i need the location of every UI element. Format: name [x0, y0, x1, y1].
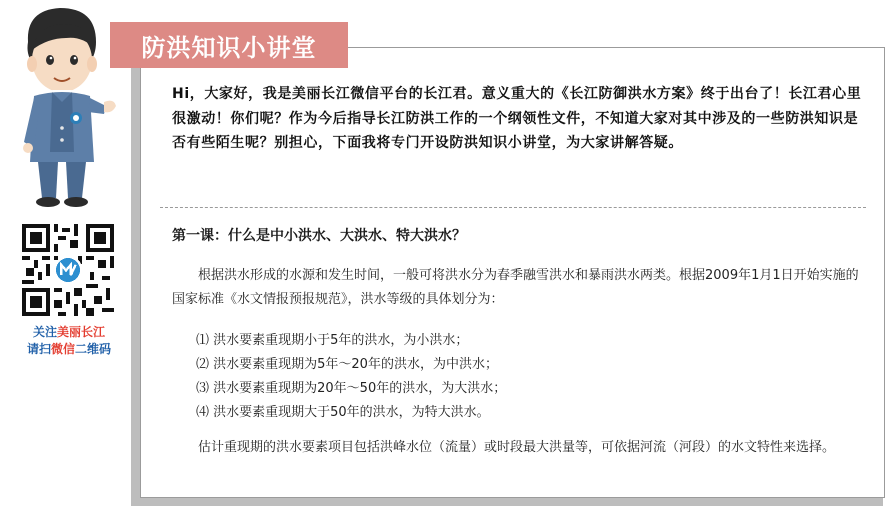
title-badge [110, 22, 348, 68]
qr-code-icon [22, 224, 114, 316]
mascot-illustration [8, 2, 120, 214]
page-title: 防洪知识小讲堂 [141, 33, 317, 62]
flood-level-list [196, 329, 836, 425]
qr-caption-prefix: 关注 [32, 325, 57, 339]
qr-caption-line1 [6, 324, 132, 341]
list-item: ⑴ 洪水要素重现期小于5年的洪水，为小洪水； [196, 333, 469, 348]
dashed-divider [160, 207, 866, 208]
lesson-title: 第一课：什么是中小洪水、大洪水、特大洪水？ [172, 228, 466, 244]
intro-paragraph: Hi，大家好，我是美丽长江微信平台的长江君。意义重大的《长江防御洪水方案》终于出台了！长江君心里很激动！你们呢？作为今后指导长江防洪工作的一个纲领性文件，不知道大家对其中涉及的一些防洪知识是否有些陌生呢？别担心，下面我将专门开设防洪知识小讲堂，为大家讲解答疑。 [172, 86, 862, 152]
list-item: ⑷ 洪水要素重现期大于50年的洪水，为特大洪水。 [196, 405, 490, 420]
qr-caption-highlight: 美丽长江 [57, 325, 106, 339]
qr-caption [6, 324, 132, 358]
list-item: ⑶ 洪水要素重现期为20年～50年的洪水，为大洪水； [196, 381, 507, 396]
body-paragraph-2: 估计重现期的洪水要素项目包括洪峰水位（流量）或时段最大洪量等，可依据河流（河段）的水文特性来选择。 [198, 440, 836, 455]
qr-caption-line2 [6, 341, 132, 358]
qr-caption-highlight: 微信 [50, 342, 75, 356]
qr-caption-suffix: 二维码 [75, 342, 112, 356]
body-paragraph-1: 根据洪水形成的水源和发生时间，一般可将洪水分为春季融雪洪水和暴雨洪水两类。根据2009年1月1日开始实施的国家标准《水文情报预报规范》，洪水等级的具体划分为： [172, 268, 859, 307]
qr-caption-prefix: 请扫 [26, 342, 51, 356]
list-item: ⑵ 洪水要素重现期为5年～20年的洪水，为中洪水； [196, 357, 498, 372]
